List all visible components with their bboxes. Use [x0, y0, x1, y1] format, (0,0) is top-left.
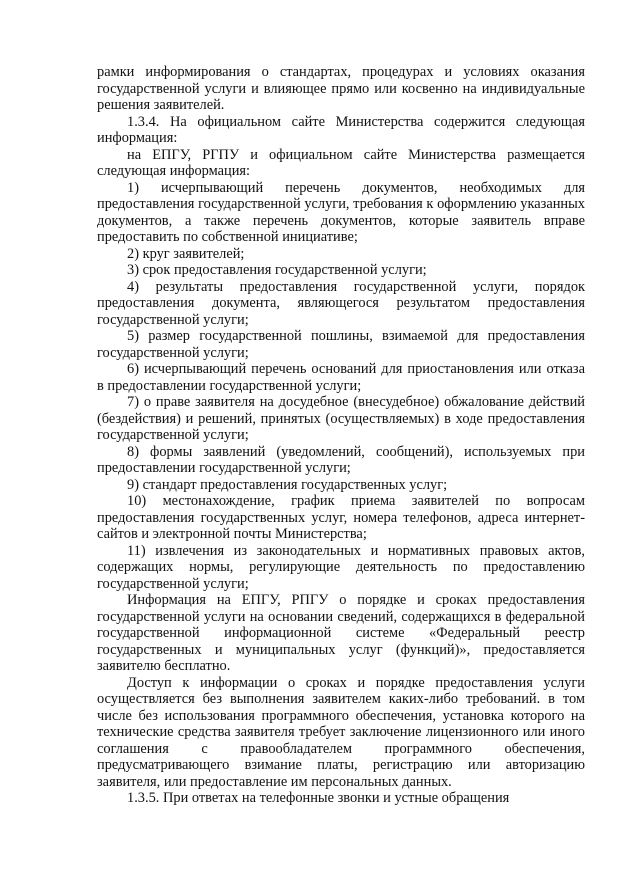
list-item-1: 1) исчерпывающий перечень документов, необходимых для предоставления государственной услуги, требования к оформлению указанных документов, а также перечень документов, которые заявитель вправе предоставить по собственной инициативе; — [97, 179, 585, 245]
list-item-3: 3) срок предоставления государственной услуги; — [127, 262, 427, 278]
list-item-11: 11) извлечения из законодательных и нормативных правовых актов, содержащих нормы, регулирующие деятельность по предоставлению государственной услуги; — [97, 542, 585, 592]
paragraph-info-free: Информация на ЕПГУ, РПГУ о порядке и сроках предоставления государственной услуги на основании сведений, содержащихся в федеральной государственной информационной системе «Федеральный реестр государственных и муниципальных услуг (функций)», предоставляется заявителю бесплатно. — [97, 592, 585, 674]
paragraph-section-1-3-4: 1.3.4. На официальном сайте Министерства содержится следующая информация: — [97, 113, 585, 146]
paragraph-section-1-3-5: 1.3.5. При ответах на телефонные звонки и устные обращения — [127, 790, 510, 806]
list-item-2: 2) круг заявителей; — [127, 245, 245, 262]
paragraph-access: Доступ к информации о сроках и порядке предоставления услуги осуществляется без выполнения заявителем каких-либо требований. в том числе без использования программного обеспечения, установка которого на технические средства заявителя требует заключение лицензионного или иного соглашения с правообладателем программного обеспечения, предусматривающего взимание платы, регистрацию или авторизацию заявителя, или предоставление им персональных данных. — [97, 674, 585, 790]
list-item-9: 9) стандарт предоставления государственных услуг; — [127, 476, 448, 493]
list-item-4: 4) результаты предоставления государственной услуги, порядок предоставления документа, являющегося результатом предоставления государственной услуги; — [97, 278, 585, 328]
list-item-6: 6) исчерпывающий перечень оснований для приостановления или отказа в предоставлении государственной услуги; — [97, 361, 585, 394]
paragraph-epgu-intro: на ЕПГУ, РГПУ и официальном сайте Министерства размещается следующая информация: — [97, 146, 585, 179]
list-item-7: 7) о праве заявителя на досудебное (внесудебное) обжалование действий (бездействия) и решений, принятых (осуществляемых) в ходе предоставления государственной услуги; — [97, 394, 585, 443]
list-item-8: 8) формы заявлений (уведомлений, сообщений), используемых при предоставлении государственной услуги; — [97, 443, 585, 476]
document-body — [97, 64, 585, 807]
list-item-5: 5) размер государственной пошлины, взимаемой для предоставления государственной услуги; — [97, 328, 585, 361]
paragraph-continuation: рамки информирования о стандартах, процедурах и условиях оказания государственной услуги и влияющее прямо или косвенно на индивидуальные решения заявителей. — [97, 64, 585, 113]
list-item-10: 10) местонахождение, график приема заявителей по вопросам предоставления государственных услуг, номера телефонов, адреса интернет-сайтов и электронной почты Министерства; — [97, 493, 585, 542]
